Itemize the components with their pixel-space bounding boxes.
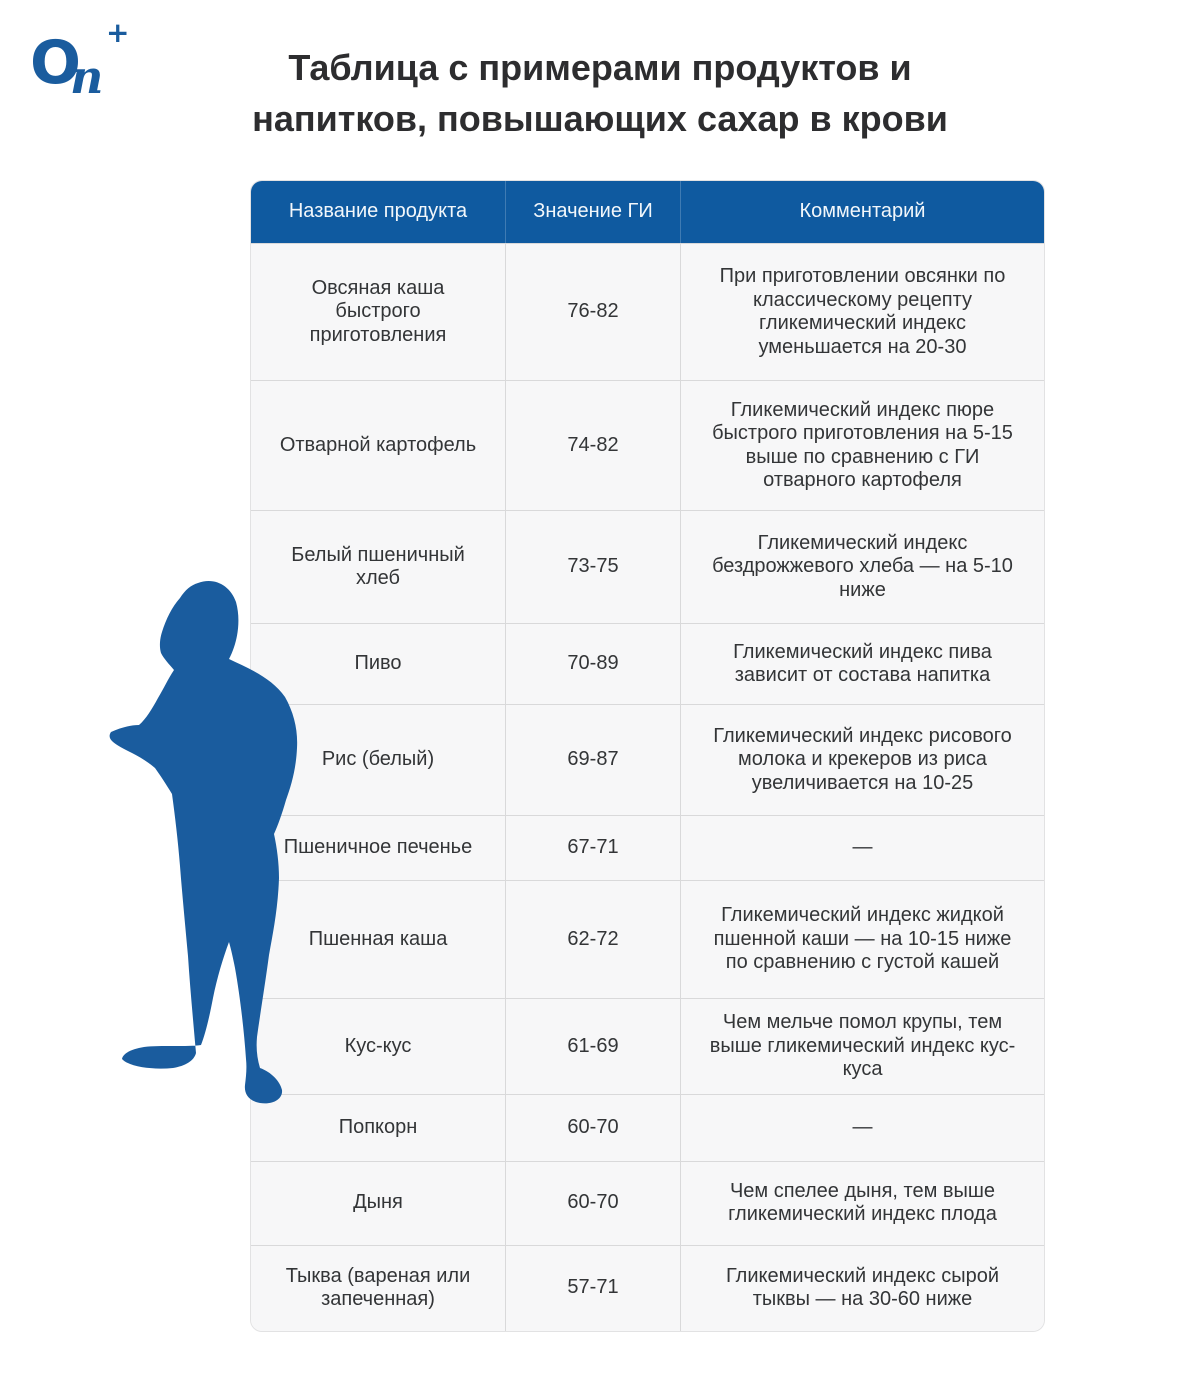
cell-comment: Гликемический индекс сырой тыквы — на 30-60 ниже: [725, 1264, 1000, 1310]
logo-letter-o: O: [30, 28, 80, 98]
cell-gi-value: 67-71: [506, 816, 681, 880]
cell-product: Тыква (вареная или запеченная): [251, 1246, 506, 1331]
header-cell-product: Название продукта: [251, 181, 506, 243]
cell-comment: Гликемический индекс рисового молока и крекеров из риса увеличивается на 10-25: [713, 724, 1012, 794]
cell-product: Дыня: [251, 1162, 506, 1245]
cell-gi-value: 61-69: [506, 999, 681, 1094]
cell-product: Кус-кус: [251, 999, 506, 1094]
table-row: [251, 1161, 1044, 1245]
cell-product: Попкорн: [251, 1095, 506, 1161]
cell-comment: При приготовлении овсянки по классическому рецепту гликемический индекс уменьшается на 20-30: [719, 265, 1006, 358]
cell-comment: Гликемический индекс бездрожжевого хлеба — на 5-10 ниже: [712, 531, 1013, 601]
cell-comment: Чем мельче помол крупы, тем выше гликемический индекс кус-куса: [709, 1011, 1016, 1080]
cell-comment: Гликемический индекс пюре быстрого приготовления на 5-15 выше по сравнению с ГИ отварного картофеля: [712, 398, 1013, 491]
header-cell-comment: Комментарий: [799, 200, 926, 223]
table-row: [251, 623, 1044, 704]
cell-gi-value: 60-70: [506, 1162, 681, 1245]
cell-product: Отварной картофель: [251, 381, 506, 510]
cell-gi-value: 62-72: [506, 881, 681, 998]
header-cell-gi-value: Значение ГИ: [506, 181, 681, 243]
page-title: [0, 42, 1200, 144]
cell-product: Пшеничное печенье: [251, 816, 506, 880]
cell-comment: —: [852, 836, 873, 859]
cell-product: Белый пшеничный хлеб: [251, 511, 506, 623]
page-title-line-2: напитков, повышающих сахар в крови: [252, 98, 948, 139]
cell-gi-value: 73-75: [506, 511, 681, 623]
cell-gi-value: 57-71: [506, 1246, 681, 1331]
person-silhouette-illustration: [98, 578, 326, 1108]
cell-gi-value: 69-87: [506, 705, 681, 815]
table-row: [251, 1094, 1044, 1161]
cell-gi-value: 60-70: [506, 1095, 681, 1161]
table-row: [251, 380, 1044, 510]
table-row: [251, 998, 1044, 1094]
page-title-line-1: Таблица с примерами продуктов и: [288, 47, 912, 88]
cell-gi-value: 76-82: [506, 244, 681, 380]
table-row: [251, 704, 1044, 815]
cell-comment: Гликемический индекс жидкой пшенной каши — на 10-15 ниже по сравнению с густой кашей: [713, 904, 1012, 974]
table-body: [251, 243, 1044, 1331]
table-row: [251, 510, 1044, 623]
table-header-row: [251, 181, 1044, 243]
cell-comment: Гликемический индекс пива зависит от состава напитка: [733, 640, 992, 686]
table-row: [251, 815, 1044, 880]
cell-gi-value: 74-82: [506, 381, 681, 510]
cell-comment: Чем спелее дыня, тем выше гликемический индекс плода: [728, 1179, 997, 1225]
cell-product: Пиво: [251, 624, 506, 704]
man-with-phone-icon: [98, 578, 326, 1108]
logo-plus-icon: +: [106, 16, 130, 49]
table-row: [251, 1245, 1044, 1331]
table-row: [251, 880, 1044, 998]
cell-product: Пшенная каша: [251, 881, 506, 998]
cell-product: Овсяная каша быстрого приготовления: [251, 244, 506, 380]
glycemic-index-table: [250, 180, 1045, 1332]
cell-product: Рис (белый): [251, 705, 506, 815]
logo-letter-n: n: [70, 50, 104, 104]
cell-gi-value: 70-89: [506, 624, 681, 704]
table-row: [251, 243, 1044, 380]
cell-comment: —: [852, 1115, 873, 1138]
